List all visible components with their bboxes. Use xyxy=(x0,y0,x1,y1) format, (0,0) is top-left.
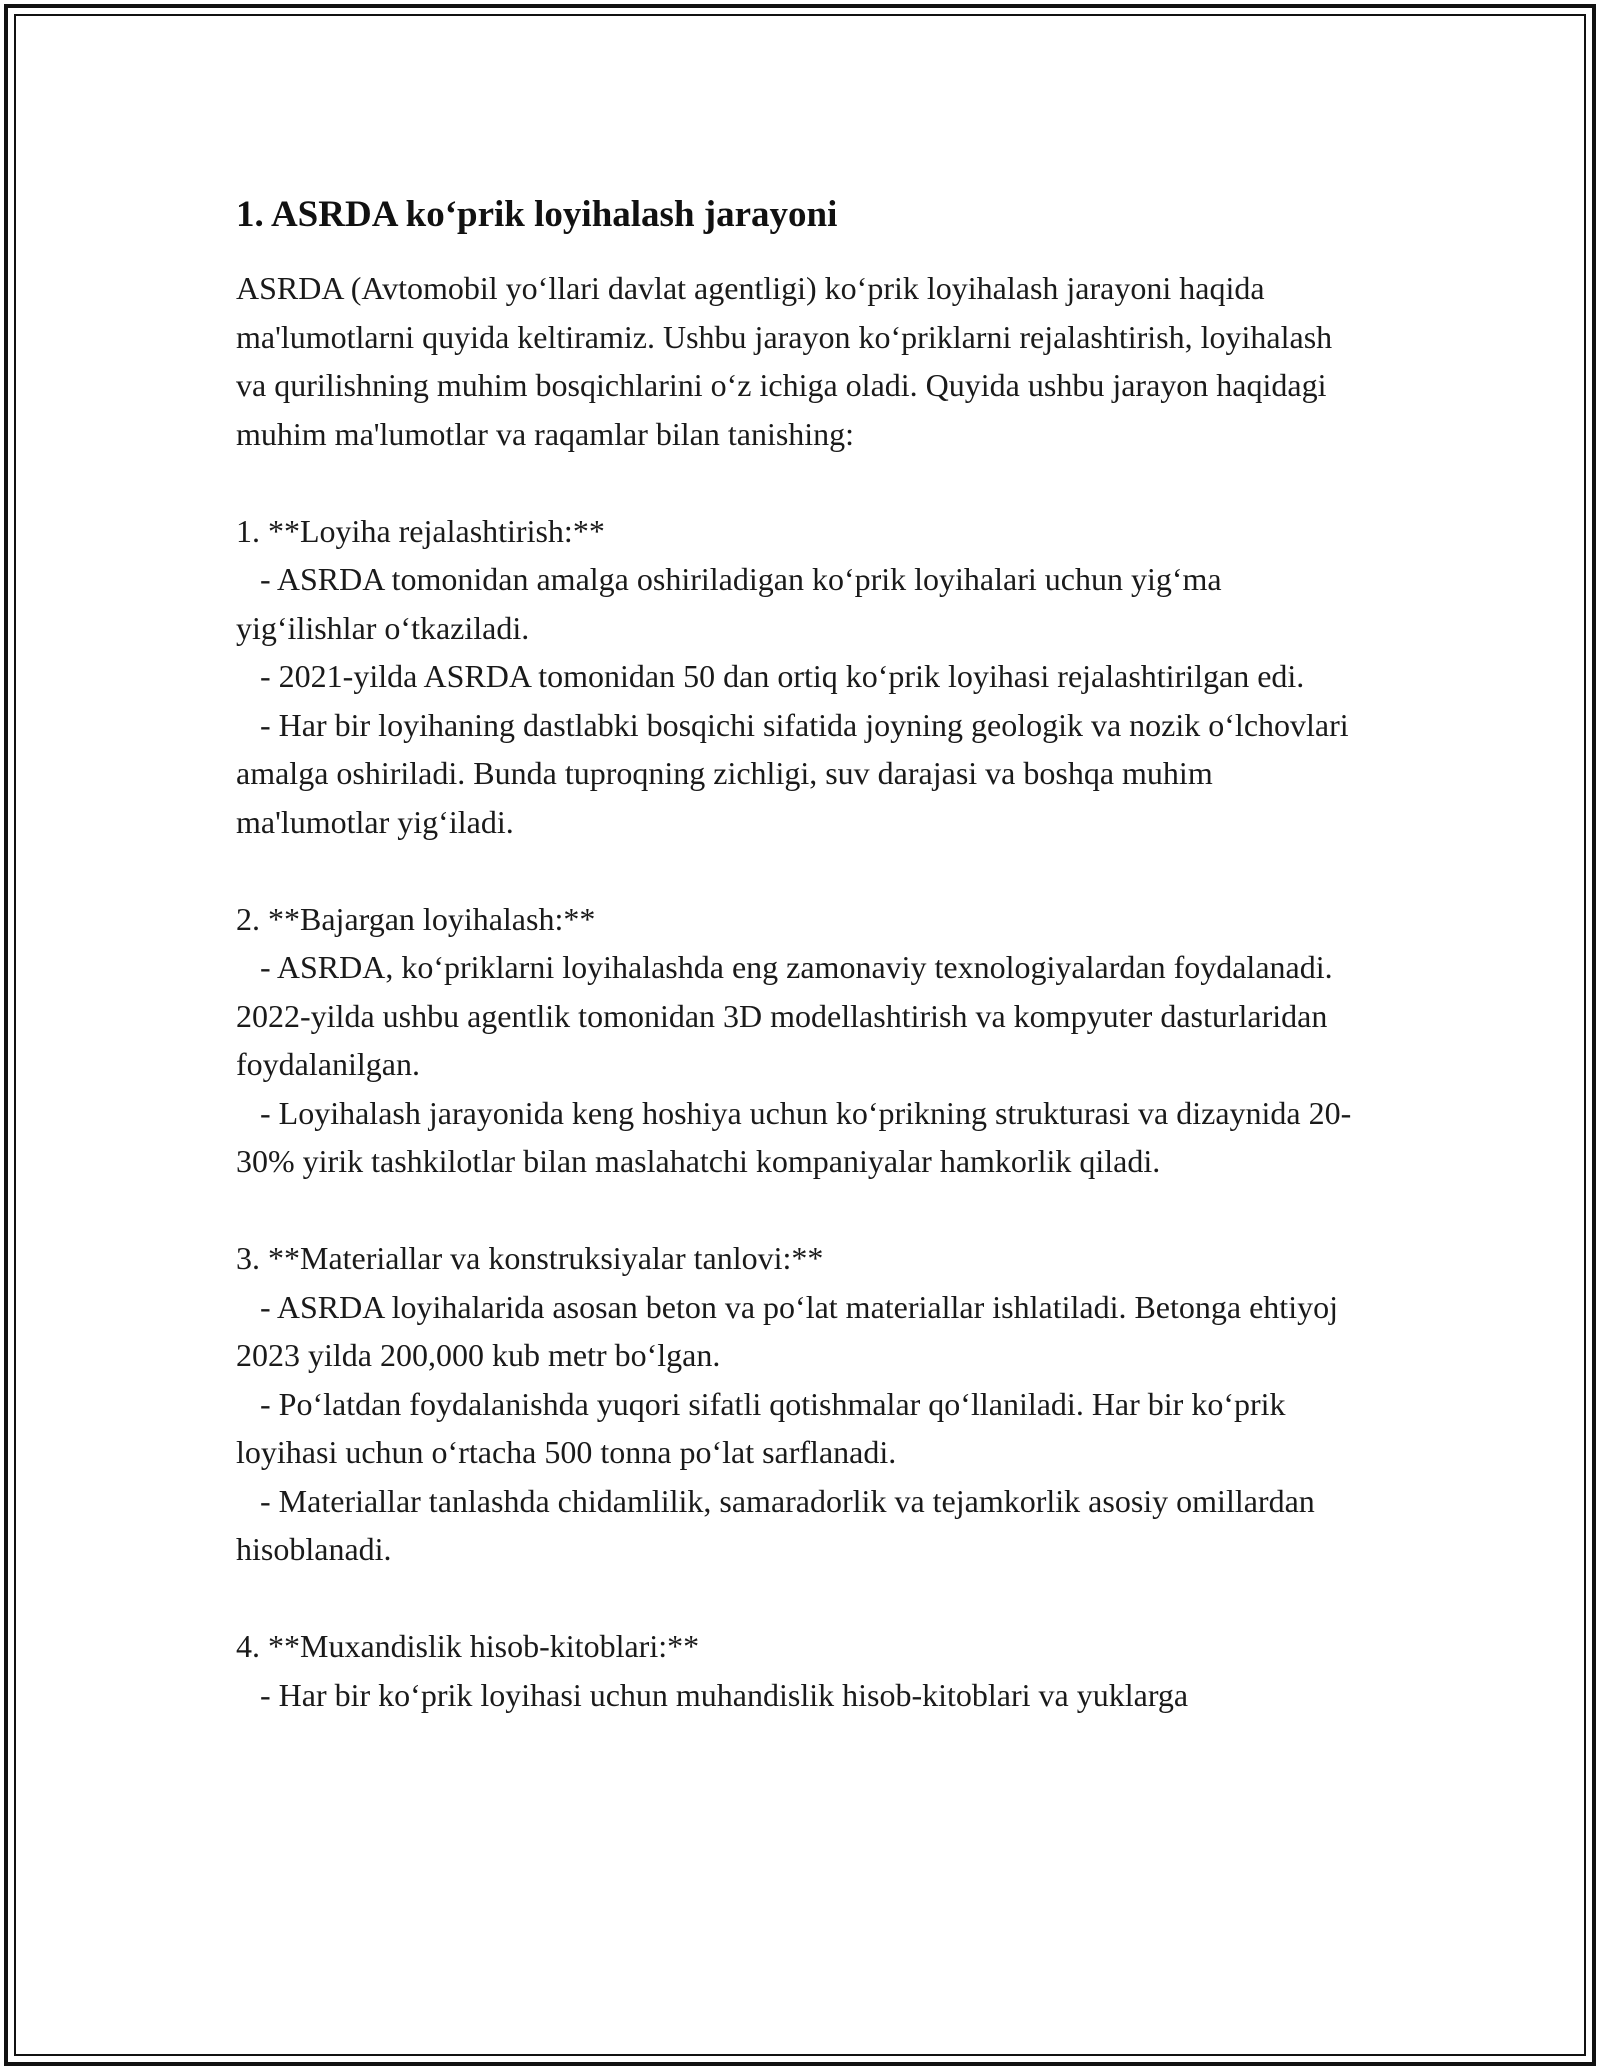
list-item: - Materiallar tanlashda chidamlilik, samaradorlik va tejamkorlik asosiy omillardan hisoblanadi. xyxy=(236,1482,1323,1567)
blank-line xyxy=(236,458,1366,507)
list-item: - 2021-yilda ASRDA tomonidan 50 dan ortiq ko‘prik loyihasi rejalashtirilgan edi. xyxy=(236,658,1305,694)
section-heading: 2. **Bajargan loyihalash:** xyxy=(236,900,596,937)
section-4 xyxy=(236,1622,1366,1719)
intro-paragraph: ASRDA (Avtomobil yo‘llari davlat agentligi) ko‘prik loyihalash jarayoni haqida ma'lumotlarni quyida keltiramiz. Ushbu jarayon ko‘priklarni rejalashtirish, loyihalash va qurilishning muhim bosqichlarini o‘z ichiga oladi. Quyida ushbu jarayon haqidagi muhim ma'lumotlar va raqamlar bilan tanishing: xyxy=(236,270,1341,452)
blank-line xyxy=(236,1574,1366,1623)
list-item: - ASRDA, ko‘priklarni loyihalashda eng zamonaviy texnologiyalardan foydalanadi. 2022-yilda ushbu agentlik tomonidan 3D modellashtirish va kompyuter dasturlaridan foydalanilgan. xyxy=(236,949,1341,1082)
list-item: - Har bir ko‘prik loyihasi uchun muhandislik hisob-kitoblari va yuklarga xyxy=(236,1676,1189,1713)
document-body xyxy=(236,190,1366,1719)
list-item: - Har bir loyihaning dastlabki bosqichi sifatida joyning geologik va nozik o‘lchovlari amalga oshiriladi. Bunda tuproqning zichligi, suv darajasi va boshqa muhim ma'lumotlar yig‘iladi. xyxy=(236,706,1357,840)
section-heading: 3. **Materiallar va konstruksiyalar tanlovi:** xyxy=(236,1240,824,1276)
section-3 xyxy=(236,1234,1366,1574)
list-item: - ASRDA tomonidan amalga oshiriladigan ko‘prik loyihalari uchun yig‘ma yig‘ilishlar o‘tkaziladi. xyxy=(236,561,1230,646)
section-2 xyxy=(236,895,1366,1186)
list-item: - ASRDA loyihalarida asosan beton va po‘lat materiallar ishlatiladi. Betonga ehtiyoj 2023 yilda 200,000 kub metr bo‘lgan. xyxy=(236,1288,1346,1373)
section-heading: 4. **Muxandislik hisob-kitoblari:** xyxy=(236,1628,700,1664)
blank-line xyxy=(236,1186,1366,1235)
document-title: 1. ASRDA ko‘prik loyihalash jarayoni xyxy=(236,194,838,235)
list-item: - Loyihalash jarayonida keng hoshiya uchun ko‘prikning strukturasi va dizaynida 20-30% yirik tashkilotlar bilan maslahatchi kompaniyalar hamkorlik qiladi. xyxy=(236,1094,1352,1179)
section-1 xyxy=(236,507,1366,847)
section-heading: 1. **Loyiha rejalashtirish:** xyxy=(236,512,605,549)
list-item: - Po‘latdan foydalanishda yuqori sifatli qotishmalar qo‘llaniladi. Har bir ko‘prik loyihasi uchun o‘rtacha 500 tonna po‘lat sarflanadi. xyxy=(236,1385,1294,1470)
blank-line xyxy=(236,846,1366,895)
